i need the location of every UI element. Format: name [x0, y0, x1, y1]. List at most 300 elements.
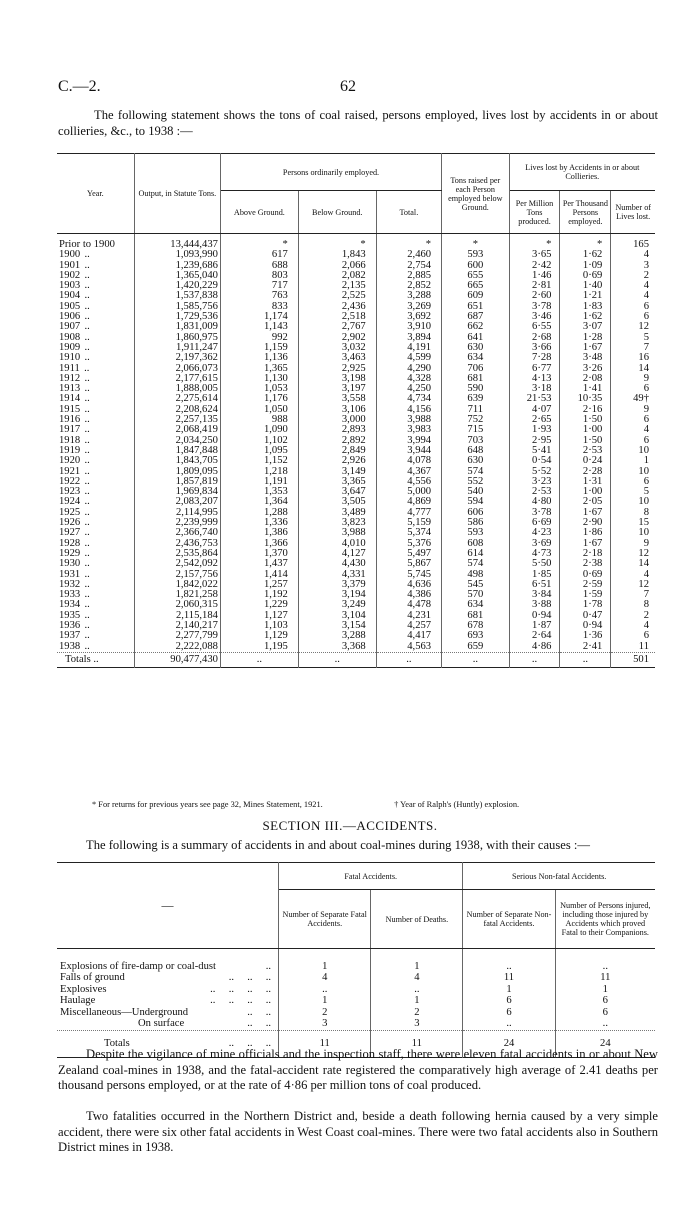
table-row [57, 559, 655, 569]
row-tons-per-person: 662 [442, 322, 509, 332]
footnote-star: * For returns for previous years see page 32, Mines Statement, 1921. [92, 800, 323, 809]
row-per-million: 6·55 [509, 322, 560, 332]
row-output: 1,831,009 [134, 322, 220, 332]
row-tons-per-person: 681 [442, 611, 509, 621]
row-per-thousand: * [560, 240, 611, 250]
row-tons-per-person: 634 [442, 353, 509, 363]
row-lives-lost: 165 [633, 239, 649, 250]
row-output: 1,365,040 [134, 271, 220, 281]
row-output: 2,542,092 [134, 559, 220, 569]
row-per-thousand: 2·53 [560, 446, 611, 456]
row-total: 3,288 [376, 291, 441, 301]
row-total: 4,556 [376, 477, 441, 487]
row-total: 4,290 [376, 364, 441, 374]
row-per-thousand: 3·48 [560, 353, 611, 363]
row-above-ground: 1,195 [220, 642, 298, 653]
row-output: 2,034,250 [134, 436, 220, 446]
row-total: * [376, 240, 441, 250]
row-tons-per-person: 574 [442, 559, 509, 569]
cause-label: Falls of ground .. .. .. [57, 972, 279, 984]
row-below-ground: 3,647 [298, 487, 376, 497]
row-per-million: 6·77 [509, 364, 560, 374]
row-per-thousand: 1·36 [560, 631, 611, 641]
row-above-ground: 1,366 [220, 539, 298, 549]
row-total: 4,777 [376, 508, 441, 518]
row-lives-lost: 9 [643, 537, 649, 549]
row-lives-lost: 10 [638, 496, 649, 508]
row-above-ground: 1,102 [220, 436, 298, 446]
fatal-count: 4 [279, 972, 371, 984]
row-total: 2,460 [376, 250, 441, 260]
row-lives-lost: 6 [643, 383, 649, 395]
row-total: 3,692 [376, 312, 441, 322]
row-output: 1,847,848 [134, 446, 220, 456]
row-output: 2,177,615 [134, 374, 220, 384]
cause-label: Explosions of fire-damp or coal-dust .. [57, 961, 279, 973]
row-total: 4,563 [376, 642, 441, 653]
row-output: 1,420,229 [134, 281, 220, 291]
row-year: 1927 .. [57, 528, 134, 538]
row-below-ground: 3,249 [298, 600, 376, 610]
table1-totals-row [57, 652, 655, 667]
row-per-million: 3·18 [509, 384, 560, 394]
row-output: 1,821,258 [134, 590, 220, 600]
row-lives-lost: 6 [643, 414, 649, 426]
row-below-ground: 2,436 [298, 302, 376, 312]
row-year: 1911 .. [57, 364, 134, 374]
row-output: 1,860,975 [134, 333, 220, 343]
row-per-million: 2·53 [509, 487, 560, 497]
row-below-ground: 2,926 [298, 456, 376, 466]
row-below-ground: 3,106 [298, 405, 376, 415]
row-per-million: 1·93 [509, 425, 560, 435]
row-above-ground: 1,370 [220, 549, 298, 559]
row-tons-per-person: 608 [442, 539, 509, 549]
row-output: 2,275,614 [134, 394, 220, 404]
header-year: Year. [57, 154, 134, 234]
row-lives-lost: 11 [638, 640, 649, 652]
row-lives-lost: 4 [643, 290, 649, 302]
row-total: 5,867 [376, 559, 441, 569]
row-total: 4,078 [376, 456, 441, 466]
row-tons-per-person: 655 [442, 271, 509, 281]
injured-count: 1 [602, 983, 608, 995]
row-per-million: 3·46 [509, 312, 560, 322]
row-tons-per-person: 540 [442, 487, 509, 497]
totals-tons: .. [442, 652, 509, 667]
row-per-thousand: 0·94 [560, 621, 611, 631]
totals-label: Totals .. [57, 652, 134, 667]
row-total: 4,599 [376, 353, 441, 363]
row-output: 1,809,095 [134, 467, 220, 477]
row-per-thousand: 1·40 [560, 281, 611, 291]
row-per-thousand: 1·59 [560, 590, 611, 600]
row-above-ground: 1,090 [220, 425, 298, 435]
header-lives-lost: Number of Lives lost. [611, 191, 655, 234]
row-tons-per-person: 665 [442, 281, 509, 291]
row-lives-lost: 6 [643, 630, 649, 642]
row-year: 1922 .. [57, 477, 134, 487]
table2-totals-label: Totals .. .. .. [57, 1030, 279, 1057]
row-per-million: 2·64 [509, 631, 560, 641]
totals-above: .. [220, 652, 298, 667]
row-output: 2,066,073 [134, 364, 220, 374]
row-total: 4,478 [376, 600, 441, 610]
row-per-thousand: 3·07 [560, 322, 611, 332]
row-above-ground: 992 [220, 333, 298, 343]
row-year: 1909 .. [57, 343, 134, 353]
row-above-ground: 1,353 [220, 487, 298, 497]
row-output: 2,366,740 [134, 528, 220, 538]
row-total: 3,988 [376, 415, 441, 425]
row-year: 1930 .. [57, 559, 134, 569]
header-per-thousand: Per Thousand Persons employed. [560, 191, 611, 234]
row-per-million: 3·78 [509, 508, 560, 518]
row-output: 1,888,005 [134, 384, 220, 394]
row-below-ground: 3,104 [298, 611, 376, 621]
row-above-ground: 1,414 [220, 570, 298, 580]
row-per-million: 2·60 [509, 291, 560, 301]
row-above-ground: 688 [220, 261, 298, 271]
row-total: 5,374 [376, 528, 441, 538]
row-below-ground: 4,331 [298, 570, 376, 580]
row-total: 3,944 [376, 446, 441, 456]
row-per-million: 4·13 [509, 374, 560, 384]
row-lives-lost: 10 [638, 444, 649, 456]
row-total: 4,734 [376, 394, 441, 404]
row-below-ground: 2,893 [298, 425, 376, 435]
row-year: 1937 .. [57, 631, 134, 641]
row-above-ground: 1,129 [220, 631, 298, 641]
row-per-million: 4·73 [509, 549, 560, 559]
header-above-ground: Above Ground. [220, 191, 298, 234]
row-total: 5,000 [376, 487, 441, 497]
intro-paragraph: The following statement shows the tons of coal raised, persons employed, lives lost by accidents in or about collieries, &c., to 1938 :— [58, 108, 658, 138]
row-year: 1934 .. [57, 600, 134, 610]
row-output: 1,239,686 [134, 261, 220, 271]
row-total: 3,994 [376, 436, 441, 446]
row-below-ground: 3,368 [298, 642, 376, 653]
row-below-ground: 3,379 [298, 580, 376, 590]
row-output: 2,060,315 [134, 600, 220, 610]
row-total: 4,636 [376, 580, 441, 590]
row-above-ground: 1,191 [220, 477, 298, 487]
row-below-ground: 2,525 [298, 291, 376, 301]
row-per-thousand: 2·18 [560, 549, 611, 559]
row-below-ground: 3,988 [298, 528, 376, 538]
row-output: 2,222,088 [134, 642, 220, 653]
section-title: SECTION III.—ACCIDENTS. [262, 818, 438, 833]
footnote-dagger: † Year of Ralph's (Huntly) explosion. [394, 800, 520, 809]
header-tons-per-person: Tons raised per each Person employed below Ground. [442, 154, 509, 234]
header-fatal-group: Fatal Accidents. [279, 863, 463, 890]
header-per-million: Per Million Tons produced. [509, 191, 560, 234]
row-output: 1,093,990 [134, 250, 220, 260]
row-above-ground: 1,229 [220, 600, 298, 610]
row-above-ground: 763 [220, 291, 298, 301]
header-total: Total. [376, 191, 441, 234]
row-per-million: 5·52 [509, 467, 560, 477]
row-year: 1901 .. [57, 261, 134, 271]
row-per-million: 2·68 [509, 333, 560, 343]
row-output: 2,197,362 [134, 353, 220, 363]
row-below-ground: 3,154 [298, 621, 376, 631]
row-per-thousand: 1·62 [560, 250, 611, 260]
row-tons-per-person: 609 [442, 291, 509, 301]
row-above-ground: 1,159 [220, 343, 298, 353]
row-per-million: 4·07 [509, 405, 560, 415]
row-year: 1921 .. [57, 467, 134, 477]
fatal-count: 1 [279, 961, 371, 973]
row-year: 1931 .. [57, 570, 134, 580]
table-row [57, 642, 655, 653]
table1-body [57, 234, 655, 653]
row-year: 1910 .. [57, 353, 134, 363]
row-below-ground: 4,127 [298, 549, 376, 559]
row-lives-lost: 15 [638, 517, 649, 529]
row-lives-lost: 6 [643, 475, 649, 487]
row-year: 1932 .. [57, 580, 134, 590]
cause-label: Haulage .. .. .. .. [57, 995, 279, 1007]
fatal-count: 3 [279, 1018, 371, 1030]
row-per-million: 1·87 [509, 621, 560, 631]
header-below-ground: Below Ground. [298, 191, 376, 234]
row-year: 1917 .. [57, 425, 134, 435]
row-lives-lost: 8 [643, 599, 649, 611]
row-tons-per-person: 752 [442, 415, 509, 425]
nonfatal-count: 6 [463, 995, 555, 1007]
row-below-ground: 2,925 [298, 364, 376, 374]
row-above-ground: 1,192 [220, 590, 298, 600]
header-output: Output, in Statute Tons. [134, 154, 220, 234]
accidents-summary-table [57, 862, 655, 1058]
row-year: 1923 .. [57, 487, 134, 497]
row-total: 4,231 [376, 611, 441, 621]
row-tons-per-person: 678 [442, 621, 509, 631]
row-below-ground: 2,767 [298, 322, 376, 332]
row-total: 3,894 [376, 333, 441, 343]
row-per-thousand: 2·41 [560, 642, 611, 653]
row-total: 3,269 [376, 302, 441, 312]
row-per-thousand: 1·50 [560, 415, 611, 425]
table-row [57, 984, 655, 996]
row-year: 1913 .. [57, 384, 134, 394]
totals-total: .. [376, 652, 441, 667]
row-lives-lost: 5 [643, 331, 649, 343]
totals-below: .. [298, 652, 376, 667]
row-total: 5,159 [376, 518, 441, 528]
row-tons-per-person: 681 [442, 374, 509, 384]
row-total: 4,386 [376, 590, 441, 600]
row-above-ground: 1,136 [220, 353, 298, 363]
deaths-count: 4 [371, 972, 463, 984]
document-reference: C.—2. [58, 78, 101, 95]
header-persons-injured: Number of Persons injured, including those injured by Accidents which proved Fatal to their Companions. [555, 890, 655, 949]
injured-count: .. [602, 1018, 608, 1029]
row-per-million: 3·66 [509, 343, 560, 353]
table1-footnotes [92, 800, 652, 809]
row-total: 5,745 [376, 570, 441, 580]
row-lives-lost: 6 [643, 434, 649, 446]
row-per-thousand: 2·38 [560, 559, 611, 569]
row-per-million: 3·65 [509, 250, 560, 260]
row-output: 1,842,022 [134, 580, 220, 590]
row-year: 1915 .. [57, 405, 134, 415]
row-output: 1,729,536 [134, 312, 220, 322]
row-output: 2,068,419 [134, 425, 220, 435]
row-output: 1,585,756 [134, 302, 220, 312]
row-tons-per-person: 606 [442, 508, 509, 518]
row-per-thousand: 2·08 [560, 374, 611, 384]
row-lives-lost: 5 [643, 486, 649, 498]
row-year: 1912 .. [57, 374, 134, 384]
row-year: 1900 .. [57, 250, 134, 260]
table-row [57, 456, 655, 466]
row-year: 1924 .. [57, 497, 134, 507]
row-lives-lost: 14 [638, 362, 649, 374]
cause-label: Explosives .. .. .. .. [57, 984, 279, 996]
row-below-ground: 3,505 [298, 497, 376, 507]
row-per-million: 3·84 [509, 590, 560, 600]
row-per-thousand: 1·78 [560, 600, 611, 610]
row-output: 2,083,207 [134, 497, 220, 507]
row-per-thousand: 2·28 [560, 467, 611, 477]
row-per-thousand: 2·16 [560, 405, 611, 415]
row-output: 13,444,437 [134, 240, 220, 250]
section-intro: The following is a summary of accidents in and about coal-mines during 1938, with their causes :— [86, 838, 590, 852]
row-tons-per-person: 590 [442, 384, 509, 394]
row-above-ground: 1,050 [220, 405, 298, 415]
paragraph-fatal-accidents: Despite the vigilance of mine officials and the inspection staff, there were eleven fatal accidents in or about New Zealand coal-mines in 1938, and the fatal-accident rate registered the comparatively high average of 2.41 deaths per thousand persons employed, or at the rate of 4·86 per million tons of coal produced. [58, 1047, 658, 1092]
row-per-thousand: 1·31 [560, 477, 611, 487]
row-per-million: 1·46 [509, 271, 560, 281]
row-tons-per-person: 715 [442, 425, 509, 435]
row-lives-lost: 8 [643, 506, 649, 518]
row-lives-lost: 12 [638, 578, 649, 590]
row-tons-per-person: 570 [442, 590, 509, 600]
row-lives-lost: 14 [638, 558, 649, 570]
row-per-million: 0·54 [509, 456, 560, 466]
row-tons-per-person: 614 [442, 549, 509, 559]
row-total: 2,852 [376, 281, 441, 291]
deaths-count: 2 [371, 1007, 463, 1019]
row-per-million: 4·80 [509, 497, 560, 507]
nonfatal-count: 1 [463, 984, 555, 996]
row-below-ground: 2,902 [298, 333, 376, 343]
row-year: 1925 .. [57, 508, 134, 518]
row-tons-per-person: 641 [442, 333, 509, 343]
row-tons-per-person: 711 [442, 405, 509, 415]
row-tons-per-person: 651 [442, 302, 509, 312]
row-per-thousand: 1·00 [560, 487, 611, 497]
row-per-million: 3·69 [509, 539, 560, 549]
row-below-ground: * [298, 240, 376, 250]
row-above-ground: 1,152 [220, 456, 298, 466]
injured-count: 6 [602, 995, 608, 1006]
row-above-ground: 1,130 [220, 374, 298, 384]
row-lives-lost: 16 [638, 352, 649, 364]
row-above-ground: 1,257 [220, 580, 298, 590]
row-output: 2,157,756 [134, 570, 220, 580]
row-below-ground: 3,197 [298, 384, 376, 394]
row-year: 1905 .. [57, 302, 134, 312]
row-tons-per-person: 639 [442, 394, 509, 404]
row-above-ground: 1,218 [220, 467, 298, 477]
row-per-million: 2·95 [509, 436, 560, 446]
row-per-thousand: 1·67 [560, 508, 611, 518]
paragraph-districts: Two fatalities occurred in the Northern District and, beside a death following hernia caused by a very simple accident, there were six other fatal accidents in West Coast coal-mines. There were two fatal accidents also in Southern District mines in 1938. [58, 1109, 658, 1154]
row-lives-lost: 49† [633, 393, 649, 405]
row-total: 5,376 [376, 539, 441, 549]
row-tons-per-person: 630 [442, 343, 509, 353]
row-per-million: 6·51 [509, 580, 560, 590]
table-row [57, 1007, 655, 1019]
row-per-million: 6·69 [509, 518, 560, 528]
row-per-million: 3·78 [509, 302, 560, 312]
row-year: 1908 .. [57, 333, 134, 343]
table-row [57, 961, 655, 973]
row-above-ground: 1,336 [220, 518, 298, 528]
row-output: 2,114,995 [134, 508, 220, 518]
row-below-ground: 3,194 [298, 590, 376, 600]
row-below-ground: 2,082 [298, 271, 376, 281]
row-below-ground: 4,430 [298, 559, 376, 569]
row-below-ground: 2,135 [298, 281, 376, 291]
row-per-million: 21·53 [509, 394, 560, 404]
deaths-count: 1 [371, 961, 463, 973]
page-number: 62 [340, 78, 356, 95]
cause-label: On surface .. .. [57, 1018, 279, 1030]
nonfatal-count: .. [463, 961, 555, 973]
row-lives-lost: 4 [643, 568, 649, 580]
row-per-thousand: 0·69 [560, 570, 611, 580]
row-tons-per-person: 594 [442, 497, 509, 507]
row-output: 1,537,838 [134, 291, 220, 301]
row-per-million: 4·23 [509, 528, 560, 538]
row-output: 1,911,247 [134, 343, 220, 353]
row-total: 5,497 [376, 549, 441, 559]
row-below-ground: 3,365 [298, 477, 376, 487]
row-above-ground: 1,437 [220, 559, 298, 569]
row-total: 4,250 [376, 384, 441, 394]
row-output: 1,969,834 [134, 487, 220, 497]
deaths-count: 1 [371, 995, 463, 1007]
row-below-ground: 2,518 [298, 312, 376, 322]
row-tons-per-person: 693 [442, 631, 509, 641]
totals-lives: 501 [611, 652, 655, 667]
row-lives-lost: 9 [643, 372, 649, 384]
row-year: 1936 .. [57, 621, 134, 631]
injured-count: .. [602, 960, 608, 972]
row-year: 1919 .. [57, 446, 134, 456]
row-year: 1935 .. [57, 611, 134, 621]
row-tons-per-person: 659 [442, 642, 509, 653]
totals-per-million: .. [509, 652, 560, 667]
table2-totals-fatal: 11 [279, 1030, 371, 1057]
row-per-thousand: 2·59 [560, 580, 611, 590]
row-total: 4,869 [376, 497, 441, 507]
row-lives-lost: 3 [643, 259, 649, 271]
row-year: 1902 .. [57, 271, 134, 281]
row-lives-lost: 10 [638, 527, 649, 539]
row-lives-lost: 7 [643, 589, 649, 601]
row-output: 2,535,864 [134, 549, 220, 559]
row-per-million: 1·85 [509, 570, 560, 580]
row-below-ground: 2,066 [298, 261, 376, 271]
table-row [57, 972, 655, 984]
row-lives-lost: 10 [638, 465, 649, 477]
row-below-ground: 3,558 [298, 394, 376, 404]
